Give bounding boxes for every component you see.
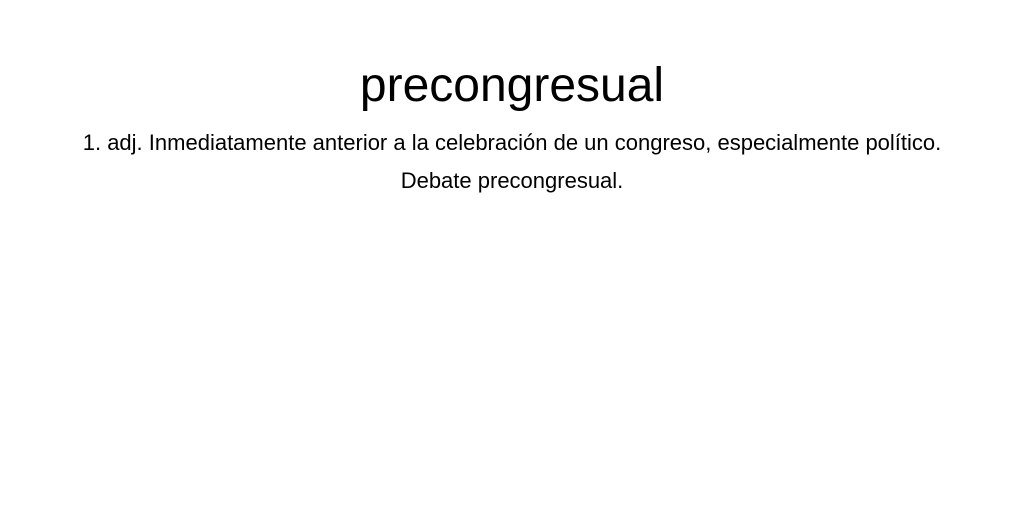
grammatical-category: adj.	[107, 130, 143, 155]
usage-example: Debate precongresual.	[400, 168, 624, 193]
definition-text: Inmediatamente anterior a la celebración de un congreso, especialmente político.	[148, 130, 942, 155]
definition-number: 1.	[82, 130, 102, 155]
definition-1	[52, 124, 972, 200]
entry-term: precongresual	[359, 59, 665, 112]
